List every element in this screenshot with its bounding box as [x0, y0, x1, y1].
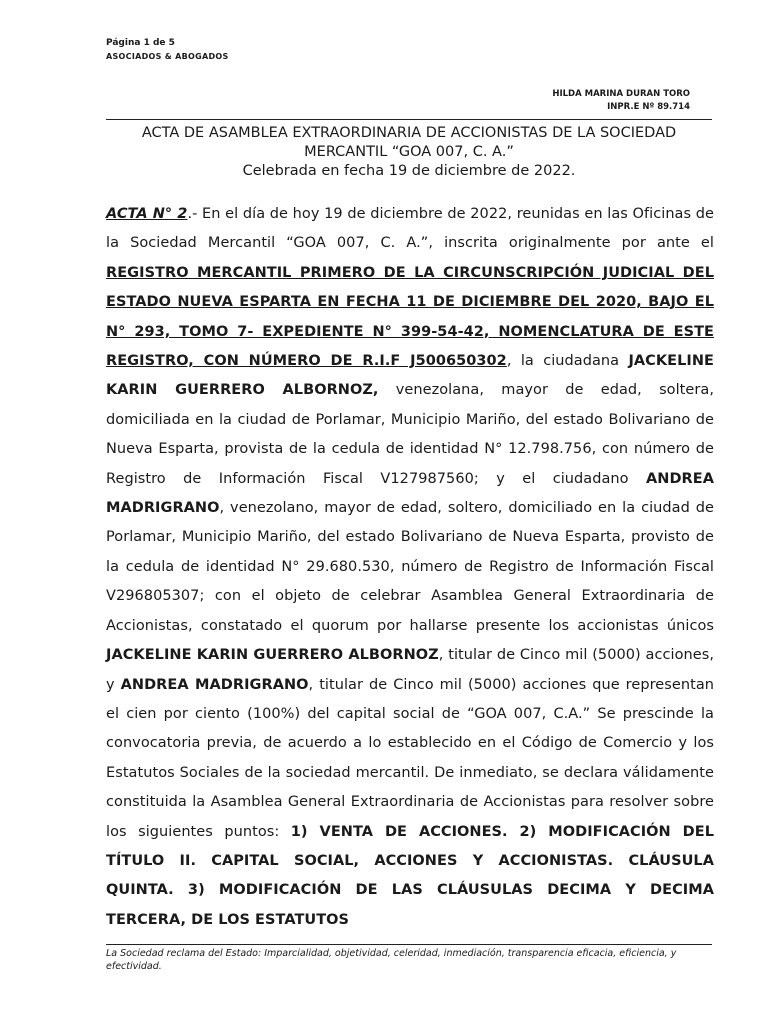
body-text-6: , titular de Cinco mil (5000) acciones que representan el cien por ciento (100%) del capital social de “GOA 007, C.A.” Se prescinde la convocatoria previa, de acuerdo a lo establecido en el Código de Comercio y los Estatutos Sociales de la sociedad mercantil. De inmediato, se declara válidamente constituida la Asamblea General Extraordinaria de Accionistas para resolver sobre los siguientes puntos: [106, 676, 714, 840]
document-body [106, 200, 714, 935]
title-line-1: ACTA DE ASAMBLEA EXTRAORDINARIA DE ACCIONISTAS DE LA SOCIEDAD [141, 125, 677, 141]
firm-name: ASOCIADOS & ABOGADOS [106, 52, 229, 61]
header-divider [106, 119, 712, 120]
footer-divider [106, 944, 712, 945]
shareholder-name-2: ANDREA MADRIGRANO [106, 470, 714, 517]
registry-info: REGISTRO MERCANTIL PRIMERO DE LA CIRCUNSCRIPCIÓN JUDICIAL DEL ESTADO NUEVA ESPARTA EN FECHA 11 DE DICIEMBRE DEL 2020, BAJO EL N° 293, TOMO 7- EXPEDIENTE N° 399-54-42, NOMENCLATURA DE ESTE REGISTRO, CON NÚMERO DE R.I.F J500650302 [106, 264, 714, 370]
document-title [106, 124, 712, 181]
title-line-3: Celebrada en fecha 19 de diciembre de 2022. [242, 163, 576, 179]
title-line-2: MERCANTIL “GOA 007, C. A.” [304, 144, 514, 160]
shareholder-name-4: ANDREA MADRIGRANO [120, 676, 309, 693]
page-header [106, 37, 229, 63]
lawyer-inpre: INPR.E Nº 89.714 [607, 102, 690, 112]
lawyer-name: HILDA MARINA DURAN TORO [552, 89, 690, 99]
acta-label: ACTA N° 2 [106, 206, 188, 222]
body-text-5: , titular de Cinco mil (5000) acciones, y [106, 647, 714, 693]
footer-note: La Sociedad reclama del Estado: Imparcialidad, objetividad, celeridad, inmediación, transparencia eficacia, eficiencia, y efectividad. [106, 948, 677, 972]
lawyer-block [552, 88, 690, 114]
body-text-2: , la ciudadana [506, 353, 629, 370]
body-text-1: .- En el día de hoy 19 de diciembre de 2022, reunidas en las Oficinas de la Sociedad Mercantil “GOA 007, C. A.”, inscrita originalmente por ante el [106, 206, 714, 252]
page-number: Página 1 de 5 [106, 38, 175, 48]
body-text-3: venezolana, mayor de edad, soltera, domiciliada en la ciudad de Porlamar, Municipio Mariño, del estado Bolivariano de Nueva Esparta, provista de la cedula de identidad N° 12.798.756, con número de Registro de Información Fiscal V127987560; y el ciudadano [106, 382, 714, 487]
body-text-4: , venezolano, mayor de edad, soltero, domiciliado en la ciudad de Porlamar, Municipio Mariño, del estado Bolivariano de Nueva Esparta, provisto de la cedula de identidad N° 29.680.530, número de Registro de Información Fiscal V296805307; con el objeto de celebrar Asamblea General Extraordinaria de Accionistas, constatado el quorum por hallarse presente los accionistas únicos [106, 500, 714, 634]
agenda-points: 1) VENTA DE ACCIONES. 2) MODIFICACIÓN DEL TÍTULO II. CAPITAL SOCIAL, ACCIONES Y ACCIONISTAS. CLÁUSULA QUINTA. 3) MODIFICACIÓN DE LAS CLÁUSULAS DECIMA Y DECIMA TERCERA, DE LOS ESTATUTOS [106, 823, 714, 928]
shareholder-name-3: JACKELINE KARIN GUERRERO ALBORNOZ [106, 647, 439, 664]
shareholder-name-1: JACKELINE KARIN GUERRERO ALBORNOZ, [106, 353, 714, 399]
